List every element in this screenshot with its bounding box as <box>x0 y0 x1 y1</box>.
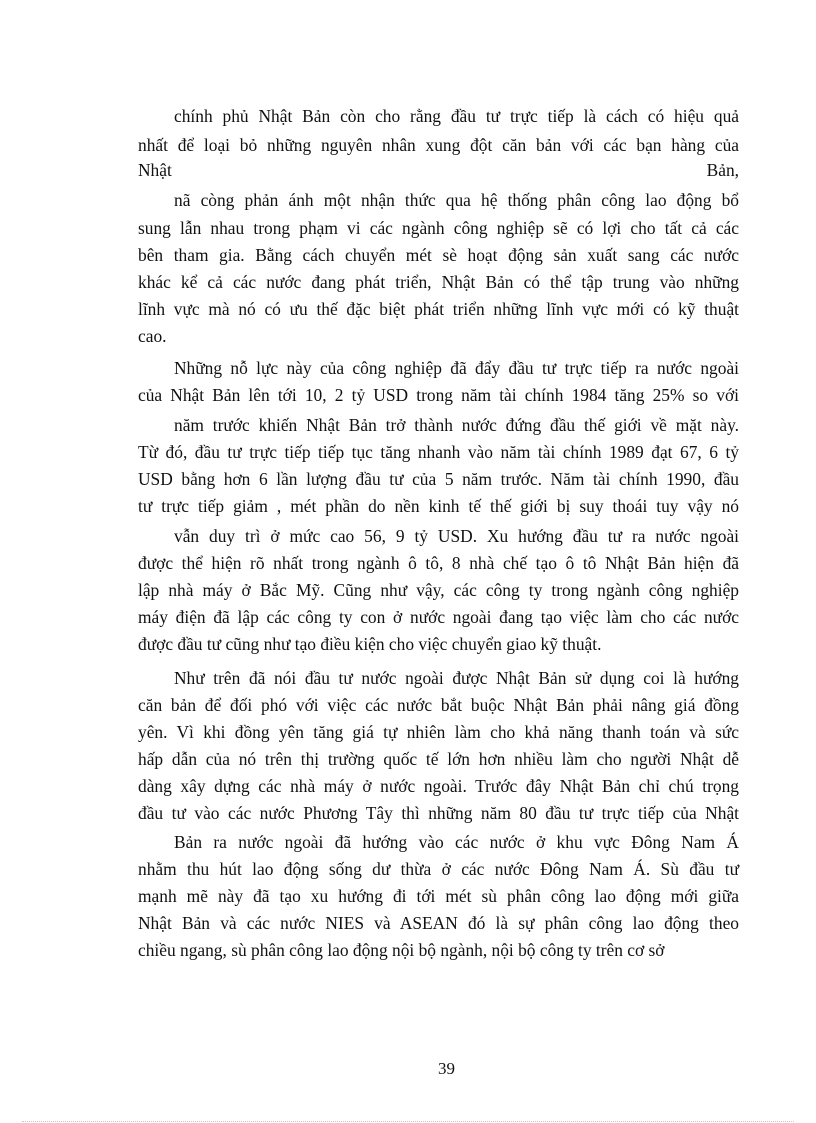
text-line: nã còng phản ánh một nhận thức qua hệ thống phân công lao động bổ <box>174 190 739 210</box>
text-line: sung lẫn nhau trong phạm vi các ngành công nghiệp sẽ có lợi cho tất cả các <box>138 218 739 238</box>
text-line: dàng xây dựng các nhà máy ở nước ngoài. Trước đây Nhật Bản chỉ chú trọng <box>138 776 739 796</box>
text-line: lập nhà máy ở Bắc Mỹ. Cũng như vậy, các công ty trong ngành công nghiệp <box>138 580 739 600</box>
text-line: Như trên đã nói đầu tư nước ngoài được Nhật Bản sử dụng coi là hướng <box>174 668 739 688</box>
text-line: vẫn duy trì ở mức cao 56, 9 tỷ USD. Xu hướng đầu tư ra nước ngoài <box>174 526 739 546</box>
text-line: nhất để loại bỏ những nguyên nhân xung đột căn bản với các bạn hàng của <box>138 135 739 155</box>
text-line: yên. Vì khi đồng yên tăng giá tự nhiên làm cho khả năng thanh toán và sức <box>138 722 739 742</box>
footer-divider <box>22 1121 794 1122</box>
text-line: căn bản để đối phó với việc các nước bắt buộc Nhật Bản phải nâng giá đồng <box>138 695 739 715</box>
page-number: 39 <box>438 1059 455 1078</box>
text-line: của Nhật Bản lên tới 10, 2 tỷ USD trong năm tài chính 1984 tăng 25% so với <box>138 385 739 405</box>
text-line: chiều ngang, sù phân công lao động nội bộ ngành, nội bộ công ty trên cơ sở <box>138 940 665 960</box>
text-line: chính phủ Nhật Bản còn cho rằng đầu tư trực tiếp là cách có hiệu quả <box>174 106 739 126</box>
text-line: Nhật Bản, <box>138 160 739 180</box>
text-line: Từ đó, đầu tư trực tiếp tiếp tục tăng nhanh vào năm tài chính 1989 đạt 67, 6 tỷ <box>138 442 739 462</box>
text-line: hấp dẫn của nó trên thị trường quốc tế lớn hơn nhiều làm cho người Nhật dễ <box>138 749 739 769</box>
text-line: máy điện đã lập các công ty con ở nước ngoài đang tạo việc làm cho các nước <box>138 607 739 627</box>
text-line: mạnh mẽ này đã tạo xu hướng đi tới mét sù phân công lao động mới giữa <box>138 886 739 906</box>
text-line: khác kể cả các nước đang phát triển, Nhật Bản có thể tập trung vào những <box>138 272 739 292</box>
text-line: đầu tư vào các nước Phương Tây thì những năm 80 đầu tư trực tiếp của Nhật <box>138 803 739 823</box>
text-line: được thể hiện rõ nhất trong ngành ô tô, 8 nhà chế tạo ô tô Nhật Bản hiện đã <box>138 553 739 573</box>
text-line: được đầu tư cũng như tạo điều kiện cho việc chuyển giao kỹ thuật. <box>138 634 602 654</box>
text-line: cao. <box>138 326 167 346</box>
text-line: USD bằng hơn 6 lần lượng đầu tư của 5 năm trước. Năm tài chính 1990, đầu <box>138 469 739 489</box>
text-line: Những nỗ lực này của công nghiệp đã đẩy đầu tư trực tiếp ra nước ngoài <box>174 358 739 378</box>
text-line: Nhật Bản và các nước NIES và ASEAN đó là sự phân công lao động theo <box>138 913 739 933</box>
text-line: tư trực tiếp giảm , mét phần do nền kinh tế thế giới bị suy thoái tuy vậy nó <box>138 496 739 516</box>
text-line: năm trước khiến Nhật Bản trở thành nước đứng đầu thế giới về mặt này. <box>174 415 739 435</box>
text-line: nhằm thu hút lao động sống dư thừa ở các nước Đông Nam Á. Sù đầu tư <box>138 859 739 879</box>
text-line: bên tham gia. Bằng cách chuyển mét sè hoạt động sản xuất sang các nước <box>138 245 739 265</box>
text-line: lĩnh vực mà nó có ưu thế đặc biệt phát triển những lĩnh vực mới có kỹ thuật <box>138 299 739 319</box>
text-line: Bản ra nước ngoài đã hướng vào các nước ở khu vực Đông Nam Á <box>174 832 739 852</box>
